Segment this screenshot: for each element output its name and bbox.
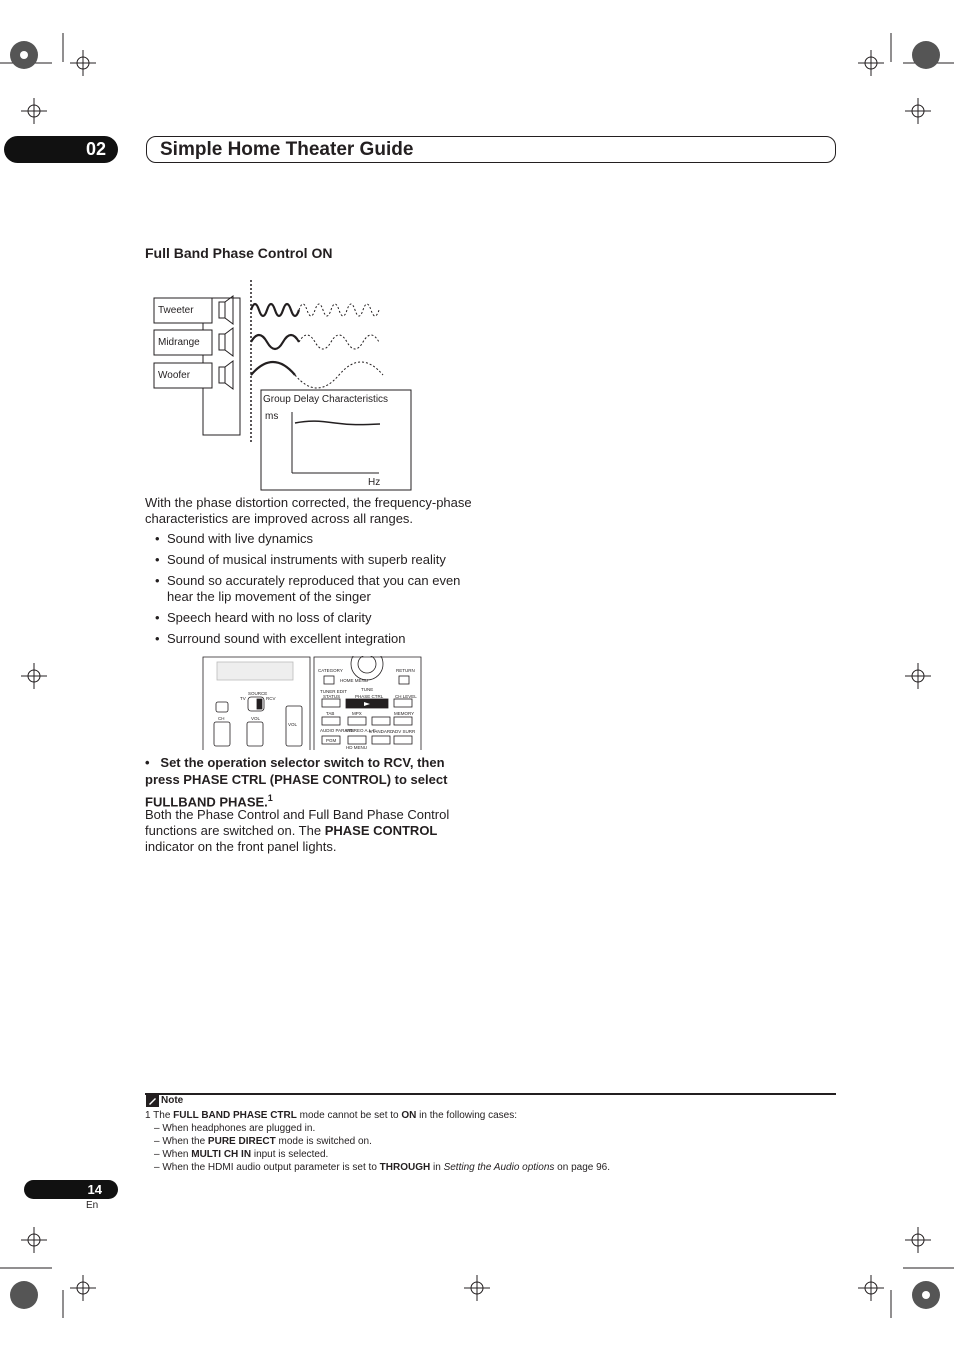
- page-number: 14: [24, 1180, 118, 1199]
- pgm-label: PGM: [326, 738, 337, 743]
- step-instruction: [145, 754, 475, 810]
- tweeter-label: Tweeter: [158, 305, 194, 316]
- note-term: PURE DIRECT: [207, 1136, 276, 1147]
- mpx-label: MPX: [352, 711, 362, 716]
- note-text: in the following cases:: [416, 1110, 518, 1121]
- note-text: – When the HDMI audio output parameter is set to: [154, 1162, 380, 1173]
- step-line-2: press PHASE CTRL (PHASE CONTROL) to select: [145, 772, 448, 787]
- woofer-driver-icon: [219, 367, 225, 383]
- status-button[interactable]: [322, 699, 340, 707]
- page-title: Simple Home Theater Guide: [146, 136, 836, 163]
- vol-side-label: VOL: [288, 722, 298, 727]
- group-delay-box: [261, 390, 411, 490]
- note-text: on page 96.: [554, 1162, 611, 1173]
- tweeter-wave-dashed: [299, 304, 379, 316]
- list-item: • Sound of musical instruments with superb reality: [145, 552, 485, 568]
- status-label: STATUS: [323, 694, 341, 699]
- ch-level-label: CH LEVEL: [395, 694, 417, 699]
- midrange-driver-icon: [219, 334, 225, 350]
- mpx-button[interactable]: [348, 717, 366, 725]
- intro-line-1: With the phase distortion corrected, the frequency-phase: [145, 495, 472, 510]
- list-item: • Surround sound with excellent integration: [145, 631, 485, 647]
- vol-label: VOL: [251, 716, 261, 721]
- note-text: mode is switched on.: [275, 1136, 372, 1147]
- standard-label: STANDARD: [369, 729, 394, 734]
- remote-illustration: [202, 656, 424, 750]
- memory-button[interactable]: [394, 717, 412, 725]
- tweeter-driver-icon: [219, 302, 225, 318]
- tab-button[interactable]: [322, 717, 340, 725]
- list-item: • Sound so accurately reproduced that you can even hear the lip movement of the singer: [145, 573, 485, 605]
- step-line-1: Set the operation selector switch to RCV, then: [160, 755, 445, 770]
- woofer-wave-dashed: [295, 362, 383, 388]
- note-divider: [145, 1093, 836, 1095]
- stereo-button[interactable]: [348, 736, 366, 744]
- note-term: ON: [401, 1110, 417, 1121]
- step-line-3: FULLBAND PHASE.: [145, 794, 268, 810]
- phase-ctrl-label: PHASE CTRL: [355, 694, 384, 699]
- standard-button[interactable]: [372, 736, 390, 744]
- phase-diagram: [150, 275, 420, 495]
- audio-params-label: AUDIO PARAMS: [320, 728, 355, 733]
- result-paragraph: [145, 807, 485, 855]
- midrange-wave: [251, 335, 299, 349]
- intro-line-2: characteristics are improved across all ranges.: [145, 511, 414, 526]
- note-term: FULL BAND PHASE CTRL: [173, 1110, 297, 1121]
- note-text: – When: [154, 1149, 192, 1160]
- note-text: in: [430, 1162, 444, 1173]
- stereo-alc-label: STEREO A.L.C.: [345, 728, 378, 733]
- woofer-label: Woofer: [158, 370, 191, 381]
- list-item: • Speech heard with no loss of clarity: [145, 610, 485, 626]
- memory-label: MEMORY: [394, 711, 415, 716]
- step-bullet: •: [145, 755, 150, 770]
- intro-paragraph: [145, 495, 485, 527]
- home-menu-label: HOME MENU: [340, 678, 368, 683]
- note-body: [145, 1109, 610, 1174]
- note-term: THROUGH: [379, 1162, 431, 1173]
- woofer-wave: [251, 362, 295, 375]
- benefit-list: [145, 531, 485, 652]
- selector-source-label: SOURCE: [248, 691, 268, 696]
- note-text: input is selected.: [251, 1149, 329, 1160]
- list-item: • Sound with live dynamics: [145, 531, 485, 547]
- selector-tv-label: TV: [240, 696, 246, 701]
- ch-level-button[interactable]: [394, 699, 412, 707]
- cross-reference-link[interactable]: Setting the Audio options: [443, 1162, 555, 1173]
- hd-menu-label: HD MENU: [346, 745, 367, 750]
- return-label: RETURN: [396, 668, 415, 673]
- phase-control-term: PHASE CONTROL: [324, 823, 438, 838]
- note-heading: Note: [161, 1095, 184, 1106]
- language-code: En: [86, 1200, 99, 1211]
- note-icon: [146, 1095, 159, 1107]
- midrange-label: Midrange: [158, 337, 200, 348]
- result-line-2: functions are switched on. The: [145, 823, 325, 838]
- section-heading: Full Band Phase Control ON: [145, 245, 333, 261]
- x-unit: Hz: [368, 477, 381, 488]
- category-button[interactable]: [324, 676, 334, 684]
- selector-rcv-label: RCV: [266, 696, 276, 701]
- adv-surr-button[interactable]: [394, 736, 412, 744]
- note-text: – When the: [154, 1136, 208, 1147]
- return-button[interactable]: [399, 676, 409, 684]
- chapter-number: 02: [4, 136, 118, 163]
- tweeter-wave: [251, 304, 299, 316]
- tuner-edit-label: TUNER EDIT: [320, 689, 347, 694]
- result-line-3: indicator on the front panel lights.: [145, 839, 337, 854]
- ch-rocker[interactable]: [214, 722, 230, 746]
- ch-label: CH: [218, 716, 225, 721]
- vol-rocker[interactable]: [247, 722, 263, 746]
- note-text: – When headphones are plugged in.: [154, 1123, 316, 1134]
- note-text: mode cannot be set to: [296, 1110, 402, 1121]
- stop-button[interactable]: [372, 717, 390, 725]
- tab-label: TAB: [326, 711, 335, 716]
- category-label: CATEGORY: [318, 668, 343, 673]
- result-line-1: Both the Phase Control and Full Band Phase Control: [145, 807, 450, 822]
- y-unit: ms: [265, 411, 279, 422]
- footnote-ref: 1: [267, 793, 273, 803]
- adv-surr-label: ADV SURR: [392, 729, 416, 734]
- note-text: 1 The: [145, 1110, 174, 1121]
- midrange-wave-dashed: [299, 335, 379, 349]
- note-term: MULTI CH IN: [191, 1149, 252, 1160]
- graph-title: Group Delay Characteristics: [263, 394, 389, 405]
- tune-label: TUNE: [361, 687, 374, 692]
